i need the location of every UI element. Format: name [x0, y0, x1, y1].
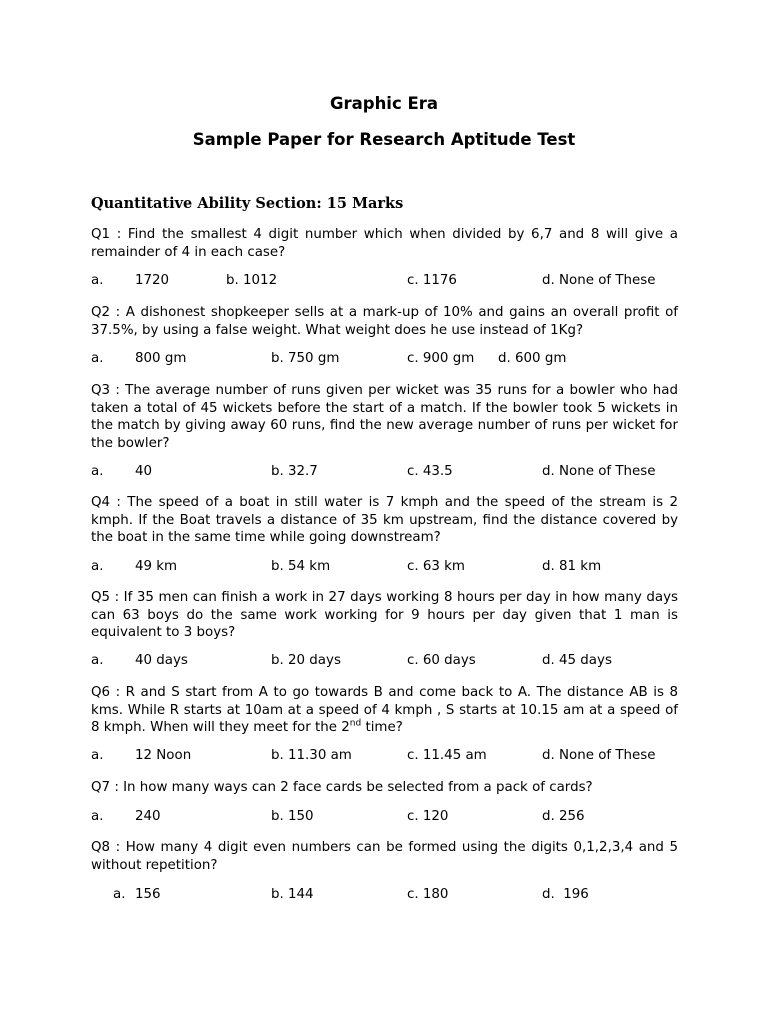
option-d: d. None of These	[542, 464, 656, 479]
option-c: c. 11.45 am	[407, 748, 487, 763]
option-a-marker: a.	[91, 559, 104, 574]
option-b: b. 150	[271, 809, 314, 824]
option-b: b. 144	[271, 887, 314, 902]
option-d: d. 81 km	[542, 559, 602, 574]
question-6	[91, 684, 678, 737]
question-2: Q2 : A dishonest shopkeeper sells at a mark-up of 10% and gains an overall profit of 37.5%, by using a false weight. What weight does he use instead of 1Kg?	[91, 305, 678, 338]
options-q7	[91, 809, 691, 827]
option-b: b. 54 km	[271, 559, 331, 574]
options-q5	[91, 653, 691, 671]
options-q1	[91, 273, 691, 291]
question-8: Q8 : How many 4 digit even numbers can be formed using the digits 0,1,2,3,4 and 5 without repetition?	[91, 840, 678, 873]
option-a: 800 gm	[135, 351, 187, 366]
question-6-text: Q6 : R and S start from A to go towards B and come back to A. The distance AB is 8 kms. While R starts at 10am at a speed of 4 kmph , S starts at 10.15 am at a speed of 8 kmph. When will they meet for the 2	[91, 685, 678, 736]
option-b: b. 750 gm	[271, 351, 340, 366]
option-c: c. 120	[407, 809, 449, 824]
option-a-marker: a.	[91, 748, 104, 763]
document-subtitle: Sample Paper for Research Aptitude Test	[192, 130, 576, 149]
options-q6	[91, 748, 691, 766]
option-b: b. 1012	[226, 273, 278, 288]
option-a-marker: a.	[91, 809, 104, 824]
options-q8	[91, 887, 691, 905]
option-a: 1720	[135, 273, 170, 288]
section-heading: Quantitative Ability Section: 15 Marks	[91, 195, 404, 212]
question-7: Q7 : In how many ways can 2 face cards be selected from a pack of cards?	[91, 780, 593, 795]
option-c: c. 900 gm	[407, 351, 475, 366]
question-5: Q5 : If 35 men can finish a work in 27 days working 8 hours per day in how many days can 63 boys do the same work working for 9 hours per day given that 1 man is equivalent to 3 boys?	[91, 590, 678, 641]
option-c: c. 1176	[407, 273, 457, 288]
option-a-marker: a.	[91, 273, 104, 288]
option-a-marker: a.	[91, 464, 104, 479]
option-d: d. 600 gm	[498, 351, 567, 366]
ordinal-suffix: nd	[349, 718, 362, 729]
option-d: d. None of These	[542, 748, 656, 763]
question-3: Q3 : The average number of runs given per wicket was 35 runs for a bowler who had taken a total of 45 wickets before the start of a match. If the bowler took 5 wickets in the match by giving away 60 runs, find the new average number of runs per wicket for the bowler?	[91, 383, 678, 451]
option-a: 12 Noon	[135, 748, 192, 763]
option-c: c. 60 days	[407, 653, 476, 668]
option-a: 49 km	[135, 559, 178, 574]
options-q2	[91, 351, 691, 369]
options-q3	[91, 464, 691, 482]
option-a: 156	[135, 887, 161, 902]
option-a-marker: a.	[113, 887, 126, 902]
question-4: Q4 : The speed of a boat in still water is 7 kmph and the speed of the stream is 2 kmph. If the Boat travels a distance of 35 km upstream, find the distance covered by the boat in the same time while going downstream?	[91, 495, 678, 546]
option-c: c. 180	[407, 887, 449, 902]
options-q4	[91, 559, 691, 577]
option-d: d. 196	[542, 887, 589, 902]
option-a-marker: a.	[91, 351, 104, 366]
option-b: b. 20 days	[271, 653, 341, 668]
option-b: b. 11.30 am	[271, 748, 352, 763]
question-6-text-end: time?	[361, 720, 403, 736]
option-d: d. None of These	[542, 273, 656, 288]
option-d: d. 45 days	[542, 653, 612, 668]
option-a: 40 days	[135, 653, 188, 668]
option-c: c. 43.5	[407, 464, 453, 479]
option-a-marker: a.	[91, 653, 104, 668]
option-d: d. 256	[542, 809, 585, 824]
option-c: c. 63 km	[407, 559, 465, 574]
option-a: 240	[135, 809, 161, 824]
document-title: Graphic Era	[329, 94, 439, 113]
question-1: Q1 : Find the smallest 4 digit number which when divided by 6,7 and 8 will give a remainder of 4 in each case?	[91, 227, 678, 260]
option-a: 40	[135, 464, 153, 479]
option-b: b. 32.7	[271, 464, 318, 479]
